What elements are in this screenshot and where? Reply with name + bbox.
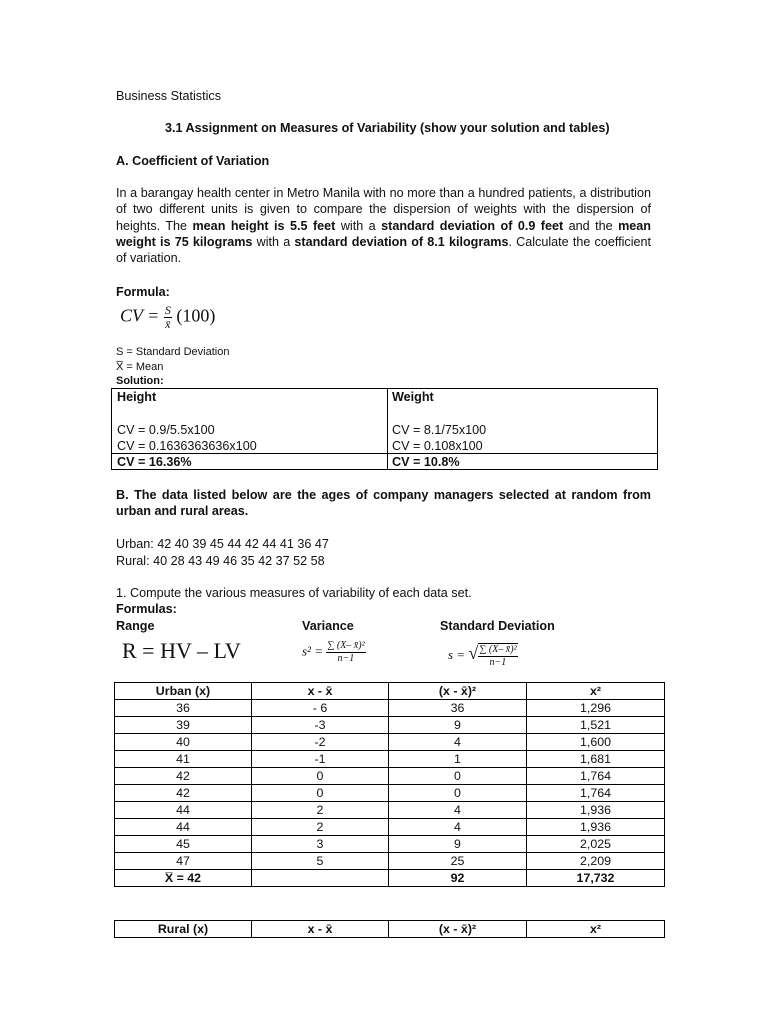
table-cell: 2,209 <box>527 853 665 870</box>
table-cell: 4 <box>389 802 527 819</box>
table-cell: 47 <box>115 853 252 870</box>
assignment-title: 3.1 Assignment on Measures of Variability (show your solution and tables) <box>165 121 610 135</box>
height-column: Height CV = 0.9/5.5x100 CV = 0.1636363636x100 CV = 16.36% <box>117 390 257 470</box>
table-header-row <box>115 921 665 938</box>
table-cell: 0 <box>389 785 527 802</box>
table-cell: 2,025 <box>527 836 665 853</box>
column-header: x² <box>527 921 665 938</box>
section-a-paragraph: In a barangay health center in Metro Manila with no more than a hundred patients, a distribution of two different units is given to compare the dispersion of weights with the dispersion of heights. The mean height is 5.5 feet with a standard deviation of 0.9 feet and the mean weight is 75 kilograms with a standard deviation of 8.1 kilograms. Calculate the coefficient of variation. <box>116 186 651 266</box>
table-cell: 1 <box>389 751 527 768</box>
table-cell: 4 <box>389 819 527 836</box>
cv-solution-table <box>111 388 658 470</box>
table-cell: 1,764 <box>527 768 665 785</box>
column-header: (x - x̄)² <box>389 683 527 700</box>
table-cell: 1,600 <box>527 734 665 751</box>
section-a-heading: A. Coefficient of Variation <box>116 154 270 168</box>
table-header-row <box>115 683 665 700</box>
rural-table <box>114 920 665 938</box>
table-row <box>115 853 665 870</box>
column-header: (x - x̄)² <box>389 921 527 938</box>
table-cell: 1,936 <box>527 819 665 836</box>
column-header: Rural (x) <box>115 921 252 938</box>
formula-label: Formula: <box>116 285 170 299</box>
table-row <box>115 734 665 751</box>
table-cell: 0 <box>389 768 527 785</box>
range-formula: R = HV – LV <box>122 638 241 663</box>
question-1: 1. Compute the various measures of variability of each data set. <box>116 586 472 600</box>
table-cell: 40 <box>115 734 252 751</box>
table-cell: -2 <box>252 734 389 751</box>
total-cell: X̅ = 42 <box>115 870 252 887</box>
table-cell: 42 <box>115 785 252 802</box>
weight-column: Weight CV = 8.1/75x100 CV = 0.108x100 CV = 10.8% <box>392 390 487 470</box>
column-header: x² <box>527 683 665 700</box>
course-title: Business Statistics <box>116 89 221 103</box>
rural-data: Rural: 40 28 43 49 46 35 42 37 52 58 <box>116 554 325 568</box>
table-cell: 9 <box>389 717 527 734</box>
column-header: x - x̄ <box>252 921 389 938</box>
table-row <box>115 819 665 836</box>
total-cell: 92 <box>389 870 527 887</box>
table-cell: 1,936 <box>527 802 665 819</box>
section-b-intro: B. The data listed below are the ages of company managers selected at random from urban and rural areas. <box>116 488 651 519</box>
range-label: Range <box>116 619 155 633</box>
table-cell: 36 <box>115 700 252 717</box>
table-row <box>115 751 665 768</box>
table-cell: 25 <box>389 853 527 870</box>
variance-label: Variance <box>302 619 354 633</box>
table-cell: 41 <box>115 751 252 768</box>
urban-table <box>114 682 665 887</box>
table-cell: 1,296 <box>527 700 665 717</box>
table-row <box>115 836 665 853</box>
table-cell: 42 <box>115 768 252 785</box>
table-cell: -1 <box>252 751 389 768</box>
table-cell: 45 <box>115 836 252 853</box>
formula-legend: S = Standard Deviation X̅ = Mean Solution: <box>116 346 230 387</box>
total-cell <box>252 870 389 887</box>
table-total-row <box>115 870 665 887</box>
table-cell: 39 <box>115 717 252 734</box>
sd-formula: s = √ $\frac{\text{∑ (X– x̄)²}}{n-1}$ <box>448 643 517 669</box>
table-cell: 2 <box>252 819 389 836</box>
total-cell: 17,732 <box>527 870 665 887</box>
table-cell: 5 <box>252 853 389 870</box>
table-row <box>115 802 665 819</box>
table-cell: 0 <box>252 768 389 785</box>
table-cell: 36 <box>389 700 527 717</box>
column-header: Urban (x) <box>115 683 252 700</box>
table-cell: 9 <box>389 836 527 853</box>
formulas-label: Formulas: <box>116 602 177 616</box>
table-cell: 1,521 <box>527 717 665 734</box>
table-cell: 3 <box>252 836 389 853</box>
table-cell: 2 <box>252 802 389 819</box>
table-cell: -3 <box>252 717 389 734</box>
table-cell: 44 <box>115 819 252 836</box>
table-row <box>115 717 665 734</box>
urban-data: Urban: 42 40 39 45 44 42 44 41 36 47 <box>116 537 329 551</box>
variance-formula: s² = $\frac{\text{∑ (X– x̄)²}}{n-1}$ <box>302 640 365 664</box>
table-cell: 1,764 <box>527 785 665 802</box>
sd-label: Standard Deviation <box>440 619 555 633</box>
table-cell: - 6 <box>252 700 389 717</box>
table-cell: 4 <box>389 734 527 751</box>
cv-formula: CV = $\frac{S}{x̄}$ (100) <box>120 303 216 331</box>
table-cell: 0 <box>252 785 389 802</box>
table-row <box>115 768 665 785</box>
table-cell: 44 <box>115 802 252 819</box>
table-row <box>115 700 665 717</box>
table-row <box>115 785 665 802</box>
column-header: x - x̄ <box>252 683 389 700</box>
table-cell: 1,681 <box>527 751 665 768</box>
